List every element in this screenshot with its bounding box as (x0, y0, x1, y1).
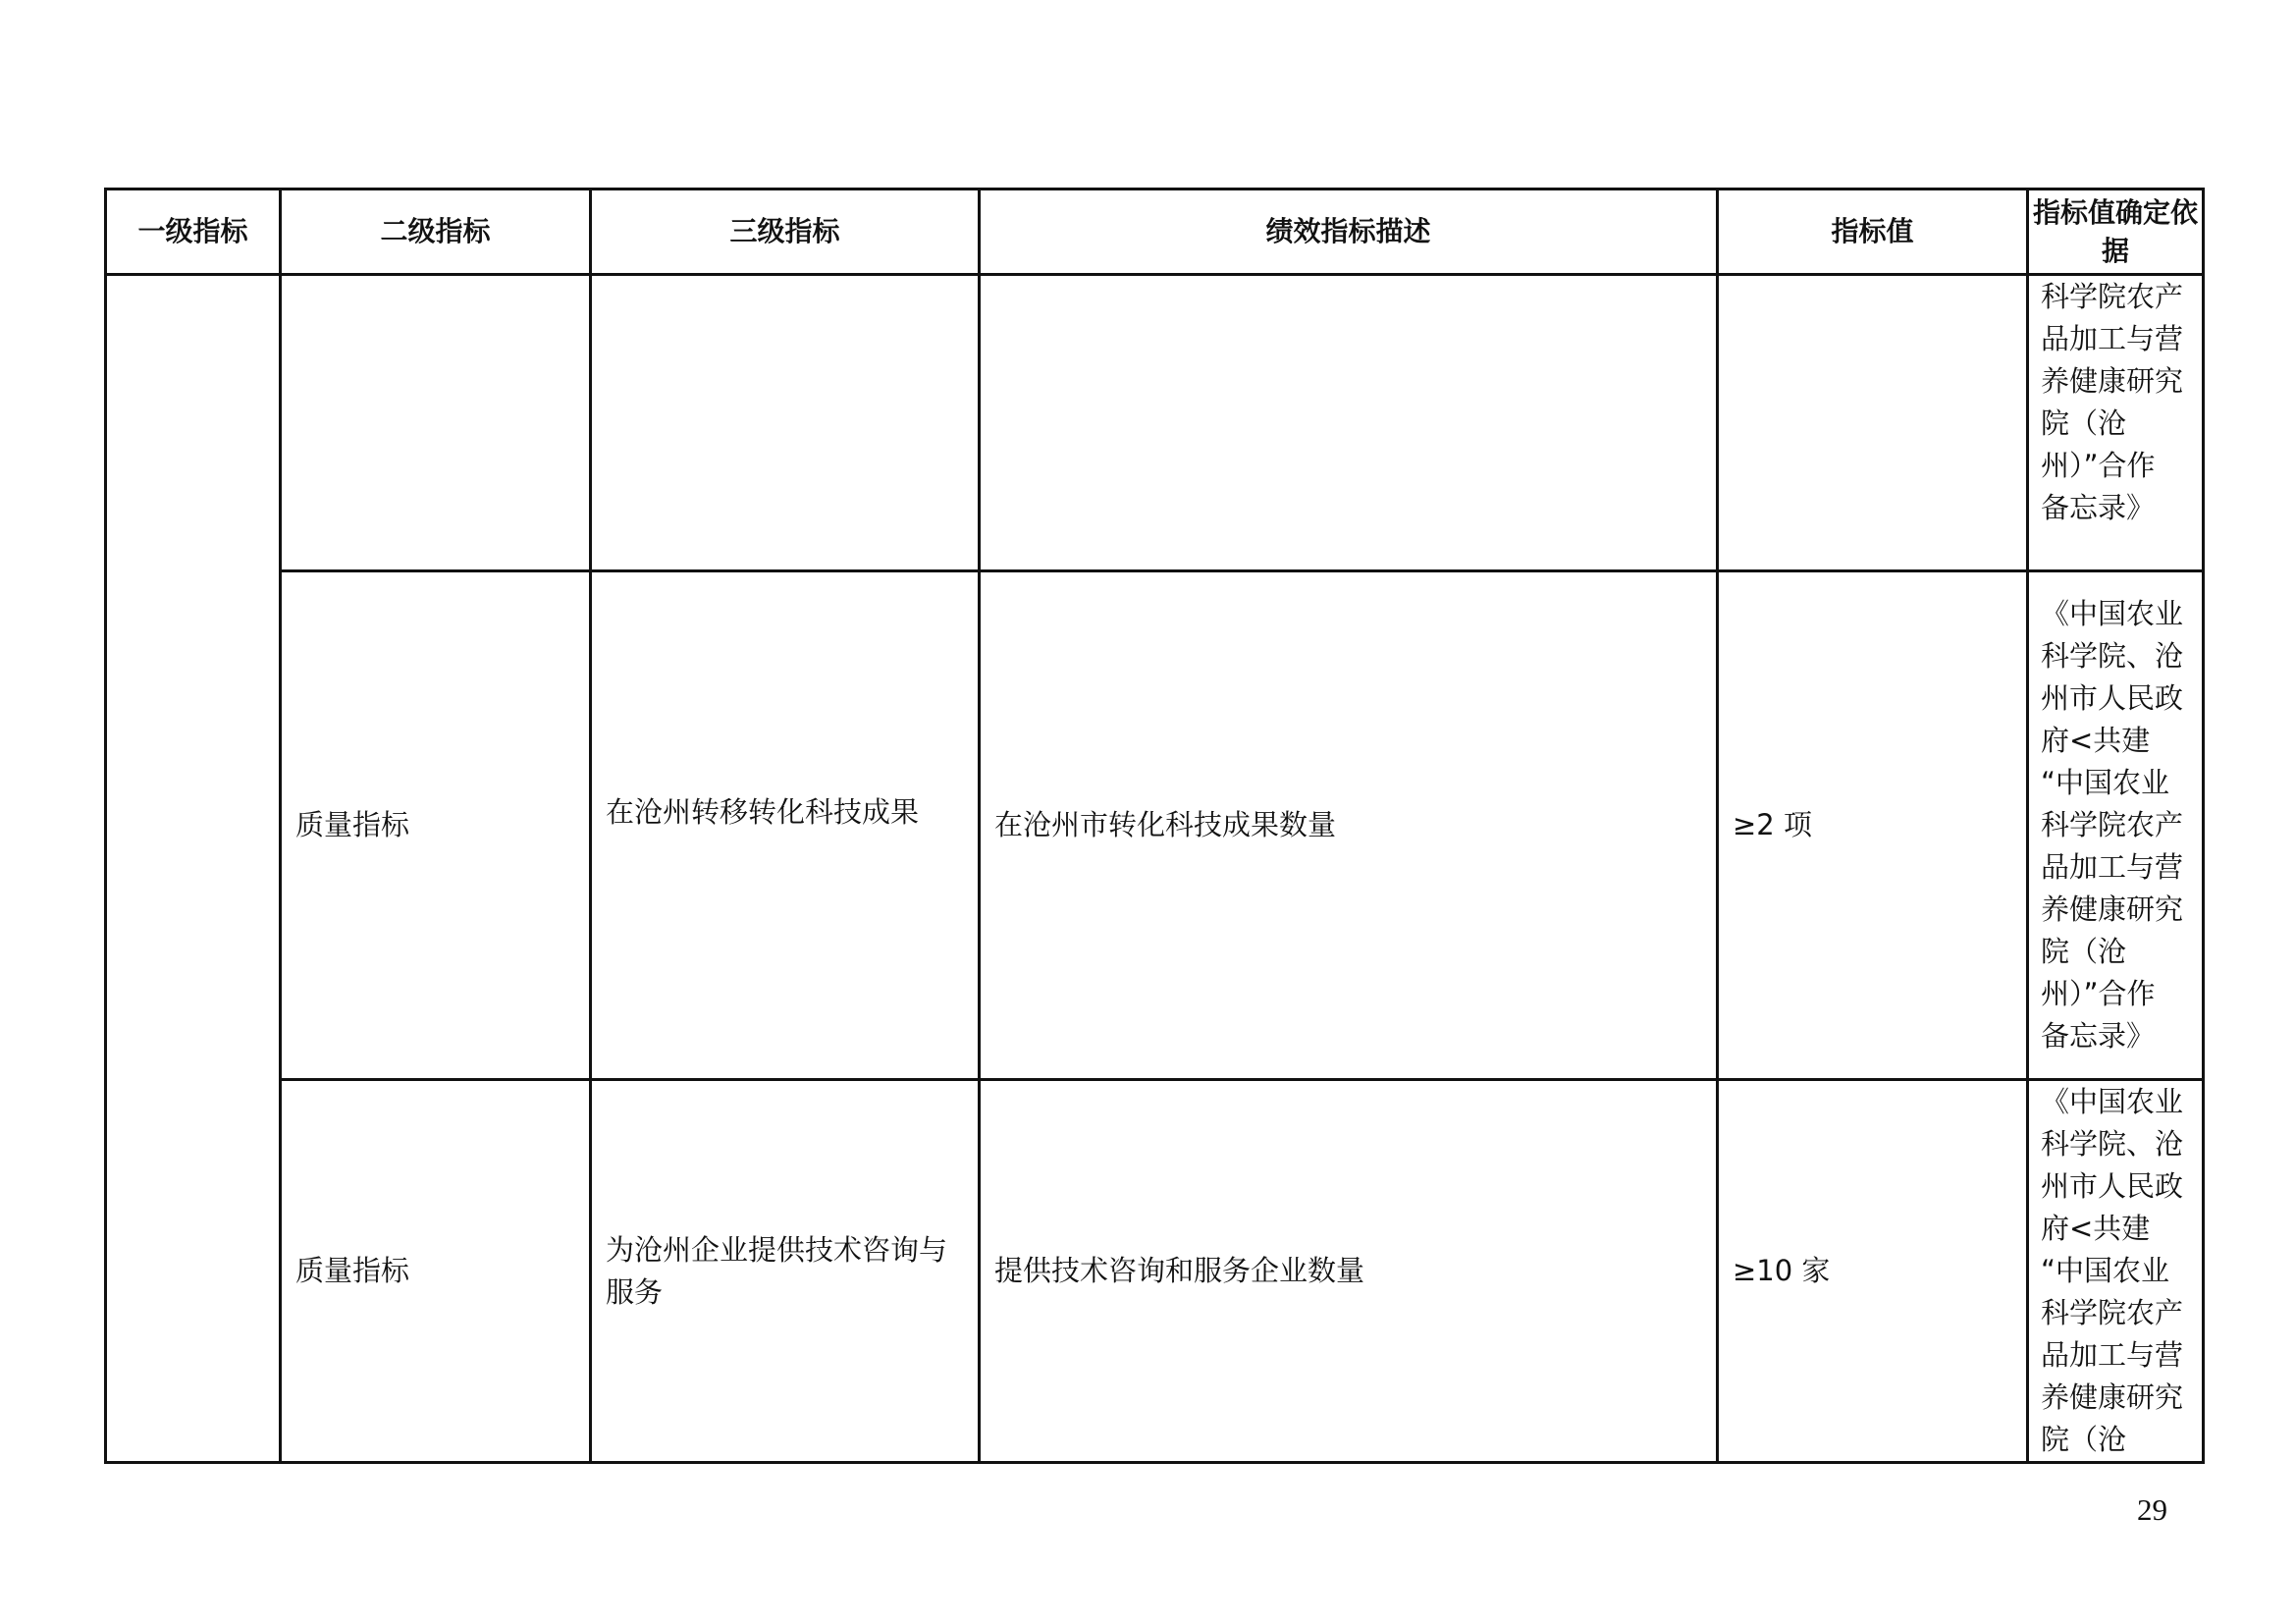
basis-text: 《中国农业 科学院、沧 州市人民政 府<共建 “中国农业 科学院农产 品加工与营 养健康研究 院（沧 州）”合作 备忘录》 (2041, 597, 2184, 1053)
header-indicator-value: 指标值 (1718, 189, 2028, 275)
level3-cell (591, 275, 980, 571)
level3-cell: 为沧州企业提供技术咨询与服务 (591, 1080, 980, 1463)
level3-cell (591, 571, 980, 1080)
performance-indicator-table (104, 188, 2205, 1464)
page-number: 29 (2137, 1492, 2167, 1527)
value-cell: ≥2 项 (1718, 571, 2028, 1080)
table-header-row (106, 189, 2204, 275)
header-level1-indicator: 一级指标 (106, 189, 281, 275)
header-level3-indicator: 三级指标 (591, 189, 980, 275)
description-cell: 提供技术咨询和服务企业数量 (980, 1080, 1718, 1463)
basis-cell (2028, 1080, 2204, 1463)
value-cell (1718, 275, 2028, 571)
table-row (106, 1080, 2204, 1463)
table-row (106, 571, 2204, 1080)
level2-cell: 质量指标 (281, 1080, 591, 1463)
level3-text: 在沧州转移转化科技成果 (606, 795, 920, 829)
level1-cell (106, 275, 281, 1463)
basis-text: 《中国农业 科学院、沧 州市人民政 府<共建 “中国农业 科学院农产 品加工与营 养健康研究 院（沧 (2041, 1085, 2184, 1456)
header-basis-text: 指标值确定依据 (2032, 195, 2198, 267)
level2-cell (281, 275, 591, 571)
basis-cell (2028, 571, 2204, 1080)
header-level2-indicator: 二级指标 (281, 189, 591, 275)
basis-text: 科学院农产 品加工与营 养健康研究 院（沧 州）”合作 备忘录》 (2041, 280, 2184, 524)
level2-cell: 质量指标 (281, 571, 591, 1080)
value-cell: ≥10 家 (1718, 1080, 2028, 1463)
header-performance-description: 绩效指标描述 (980, 189, 1718, 275)
table-row (106, 275, 2204, 571)
description-cell (980, 275, 1718, 571)
description-cell: 在沧州市转化科技成果数量 (980, 571, 1718, 1080)
basis-cell (2028, 275, 2204, 571)
header-indicator-basis (2028, 189, 2204, 275)
